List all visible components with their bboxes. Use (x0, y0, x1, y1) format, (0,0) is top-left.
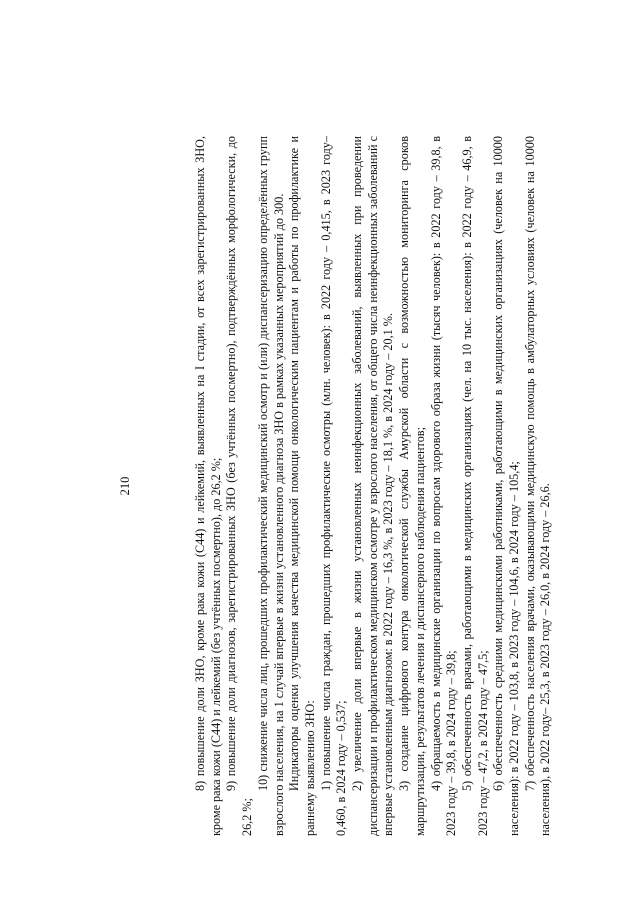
paragraph-6: 2) увеличение доли впервые в жизни установленных неинфекционных заболеваний, выявленных при проведении диспансеризации и профилактическом медицинском осмотре у взрослого населения, от общего числа неинфекционных заболеваний с впервые установленным диагнозом: в 2022 году – 16,3 %, в 2023 году – 18,1 %, в 2024 году – 20,1 %. (350, 136, 396, 836)
paragraph-3: 10) снижение числа лиц, прошедших профилактический медицинский осмотр и (или) диспансеризацию определённых групп взрослого населения, на 1 случай впервые в жизни установленного диагноза ЗНО в рамках указанных мероприятий до 300. (255, 136, 286, 836)
paragraph-1: 8) повышение доли ЗНО, кроме рака кожи (С44) и лейкемий, выявленных на I стадии, от всех зарегистрированных ЗНО, кроме рака кожи (С44) и лейкемий (без учтённых посмертно), до 26,2 %; (193, 136, 223, 836)
paragraph-2: 9) повышение доли диагнозов, зарегистрированных ЗНО (без учтённых посмертно), подтверждённых морфологически, до 26,2 %; (224, 136, 255, 836)
page-number: 210 (118, 476, 132, 496)
paragraph-5: 1) повышение числа граждан, прошедших профилактические осмотры (млн. человек): в 2022 году – 0,415, в 2023 году– 0,460, в 2024 году – 0,537; (318, 136, 349, 836)
paragraph-4: Индикаторы оценки улучшения качества медицинской помощи онкологическим пациентам и работы по профилактике и раннему выявлению ЗНО: (287, 136, 317, 836)
paragraph-8: 4) обращаемость в медицинские организации по вопросам здорового образа жизни (тысяч человек): в 2022 году – 39,8, в 2023 году – 39,8, в 2024 году – 39,8; (428, 136, 459, 836)
body-text (193, 136, 554, 836)
paragraph-9: 5) обеспеченность врачами, работающими в медицинских организациях (чел. на 10 тыс. населения): в 2022 году – 46,9, в 2023 году – 47,2, в 2024 году – 47,5; (459, 136, 490, 836)
paragraph-10: 6) обеспеченность средними медицинскими работниками, работающими в медицинских организациях (человек на 10000 населения): в 2022 году – 103,8, в 2023 году – 104,6, в 2024 году – 105,4; (491, 136, 522, 836)
rotated-content (118, 136, 553, 836)
paragraph-11: 7) обеспеченность населения врачами, оказывающими медицинскую помощь в амбулаторных условиях (человек на 10000 населения), в 2022 году– 25,3, в 2023 году – 26,0, в 2024 году – 26,6. (522, 136, 553, 836)
paragraph-7: 3) создание цифрового контура онкологической службы Амурской области с возможностью мониторинга сроков маршрутизации, результатов лечения и диспансерного наблюдения пациентов; (397, 136, 427, 836)
